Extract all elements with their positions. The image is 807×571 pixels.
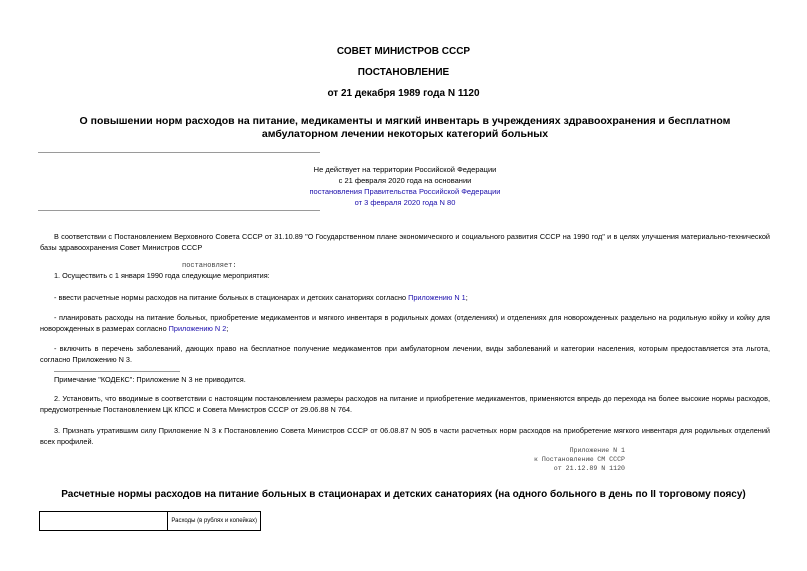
annex-1-link[interactable]: Приложению N 1 [408, 293, 466, 302]
item-1: 1. Осуществить с 1 января 1990 года следующие мероприятия: [54, 271, 270, 280]
notice-link-resolution[interactable]: постановления Правительства Российской Федерации [309, 187, 501, 196]
notice-link-date[interactable]: от 3 февраля 2020 года N 80 [354, 198, 456, 207]
bullet-2-text: - планировать расходы на питание больных, приобретение медикаментов и мягкого инвентаря в родильных домах (отделениях) и отделениях для новорожденных раздельно на родильную койку и койку для новорожденных в размерах согласно [40, 313, 770, 333]
item-3: 3. Признать утратившим силу Приложение N 3 к Постановлению Совета Министров СССР от 06.08.87 N 905 в части расчетных норм расходов на приобретение мягкого инвентаря для родильных отделений всех профилей. [40, 426, 770, 446]
date-number-heading: от 21 декабря 1989 года N 1120 [327, 88, 480, 99]
table-header-costs: Расходы (в рублях и копейках) [168, 512, 261, 531]
divider-bottom [38, 210, 320, 211]
bullet-1-text: - ввести расчетные нормы расходов на питание больных в стационарах и детских санаториях согласно [54, 293, 409, 302]
table-header-empty [40, 512, 168, 531]
note-divider [54, 371, 180, 372]
authority-heading: СОВЕТ МИНИСТРОВ СССР [336, 46, 471, 57]
document-title: О повышении норм расходов на питание, медикаменты и мягкий инвентарь в учреждениях здравоохранения и бесплатном амбулаторном лечении некоторых категорий больных [79, 115, 731, 140]
notice-line-2: с 21 февраля 2020 года на основании [338, 176, 472, 185]
status-notice [230, 164, 580, 208]
bullet-3: - включить в перечень заболеваний, дающих право на бесплатное получение медикаментов при амбулаторном лечении, виды заболеваний и категории населения, которым предоставляется эта льгота, согласно Приложению N 3. [40, 344, 770, 364]
bullet-2-end: ; [226, 323, 229, 333]
annex-line-1: Приложение N 1 [569, 447, 625, 454]
annex-title: Расчетные нормы расходов на питание больных в стационарах и детских санаториях (на одного больного в день по II торговому поясу) [61, 489, 746, 500]
bullet-1-end: ; [465, 293, 468, 302]
item-2: 2. Установить, что вводимые в соответствии с настоящим постановлением размеры расходов на питание и приобретение медикаментов, применяются впредь до перехода на более высокие нормы расходов, предусмотренные Постановлением ЦК КПСС и Совета Министров СССР от 29.06.88 N 764. [40, 394, 770, 414]
intro-paragraph: В соответствии с Постановлением Верховного Совета СССР от 31.10.89 "О Государственном плане экономического и социального развития СССР на 1990 год" и в целях улучшения материально-технической базы здравоохранения Совет Министров СССР [40, 232, 770, 252]
annex-line-2: к Постановлению СМ СССР [533, 456, 625, 463]
annex-2-link[interactable]: Приложению N 2 [168, 323, 227, 333]
norms-table [39, 511, 261, 531]
doc-type-heading: ПОСТАНОВЛЕНИЕ [357, 67, 450, 78]
annex-reference [420, 446, 625, 473]
bullet-1 [54, 293, 770, 304]
kodeks-note: Примечание "КОДЕКС": Приложение N 3 не приводится. [54, 375, 246, 384]
bullet-2 [40, 313, 770, 334]
annex-line-3: от 21.12.89 N 1120 [553, 465, 625, 472]
notice-line-1: Не действует на территории Российской Федерации [313, 165, 497, 174]
decree-word: постановляет: [182, 262, 237, 270]
divider-top [38, 152, 320, 153]
